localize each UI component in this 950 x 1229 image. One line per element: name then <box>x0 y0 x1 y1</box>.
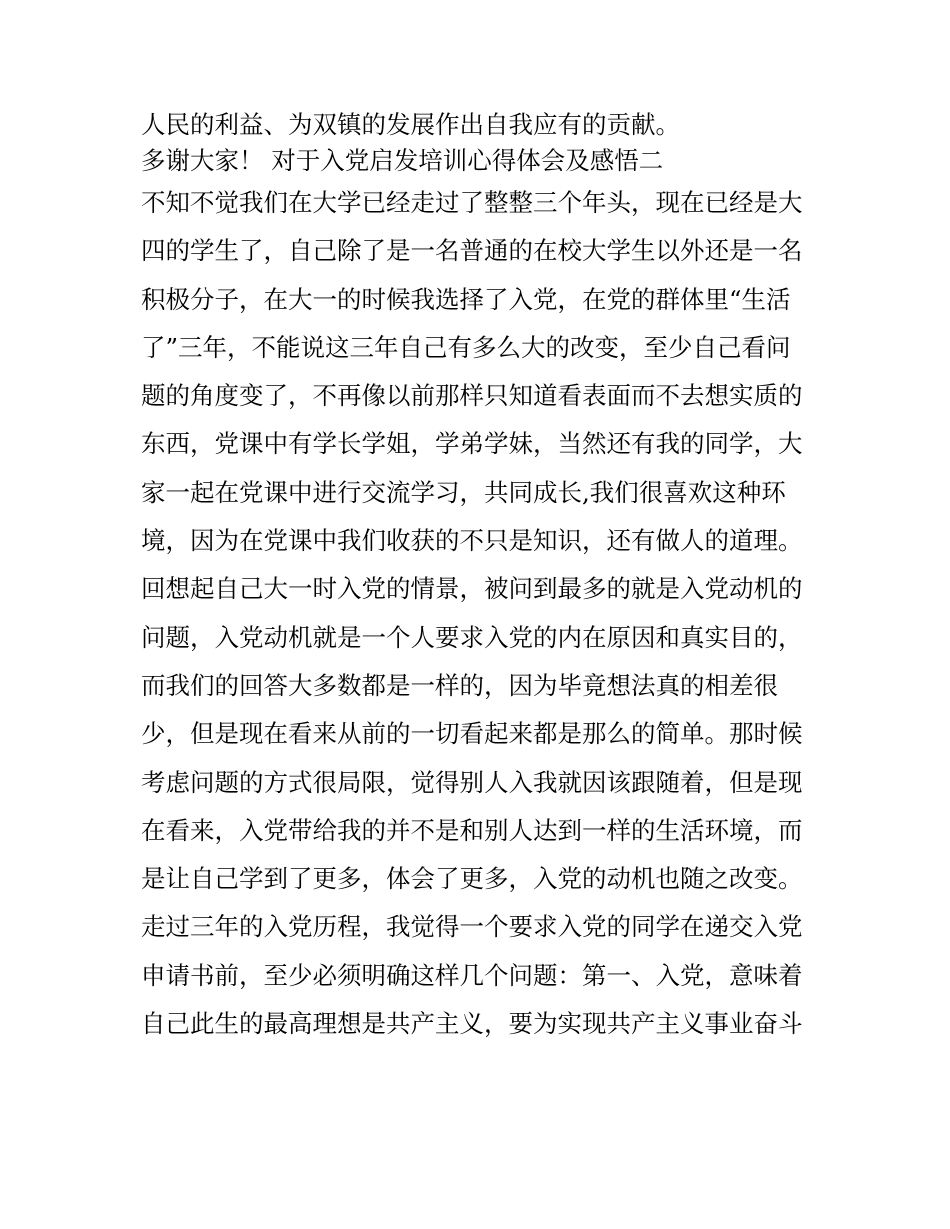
text-line: 在看来，入党带给我的并不是和别人达到一样的生活环境，而 <box>141 815 803 845</box>
text-line: 申请书前，至少必须明确这样几个问题：第一、入党，意味着 <box>141 960 803 990</box>
text-line: 不知不觉我们在大学已经走过了整整三个年头，现在已经是大 <box>141 188 803 217</box>
text-line: 人民的利益、为双镇的发展作出自我应有的贡献。 <box>141 110 680 139</box>
text-line: 家一起在党课中进行交流学习，共同成长,我们很喜欢这种环 <box>141 477 786 507</box>
text-line: 考虑问题的方式很局限，觉得别人入我就因该跟随着，但是现 <box>141 767 803 797</box>
text-line: 积极分子，在大一的时候我选择了入党，在党的群体里“生活 <box>141 284 791 314</box>
text-line: 了”三年，不能说这三年自己有多么大的改变，至少自己看问 <box>141 332 791 362</box>
text-line: 境，因为在党课中我们收获的不只是知识，还有做人的道理。 <box>141 526 803 556</box>
text-line: 四的学生了，自己除了是一名普通的在校大学生以外还是一名 <box>141 236 803 266</box>
text-line: 题的角度变了，不再像以前那样只知道看表面而不去想实质的 <box>141 381 803 411</box>
text-line: 走过三年的入党历程，我觉得一个要求入党的同学在递交入党 <box>141 912 803 942</box>
text-line: 多谢大家！ 对于入党启发培训心得体会及感悟二 <box>141 146 664 175</box>
document-body <box>141 107 821 1048</box>
text-line: 而我们的回答大多数都是一样的，因为毕竟想法真的相差很 <box>141 670 778 700</box>
text-line: 少，但是现在看来从前的一切看起来都是那么的简单。那时候 <box>141 719 803 749</box>
text-line: 问题，入党动机就是一个人要求入党的内在原因和真实目的， <box>141 622 803 652</box>
text-line: 是让自己学到了更多，体会了更多，入党的动机也随之改变。 <box>141 864 803 894</box>
text-line: 回想起自己大一时入党的情景，被问到最多的就是入党动机的 <box>141 574 803 604</box>
text-line: 东西，党课中有学长学姐，学弟学妹，当然还有我的同学，大 <box>141 429 803 459</box>
text-line: 自己此生的最高理想是共产主义，要为实现共产主义事业奋斗 <box>141 1009 803 1039</box>
